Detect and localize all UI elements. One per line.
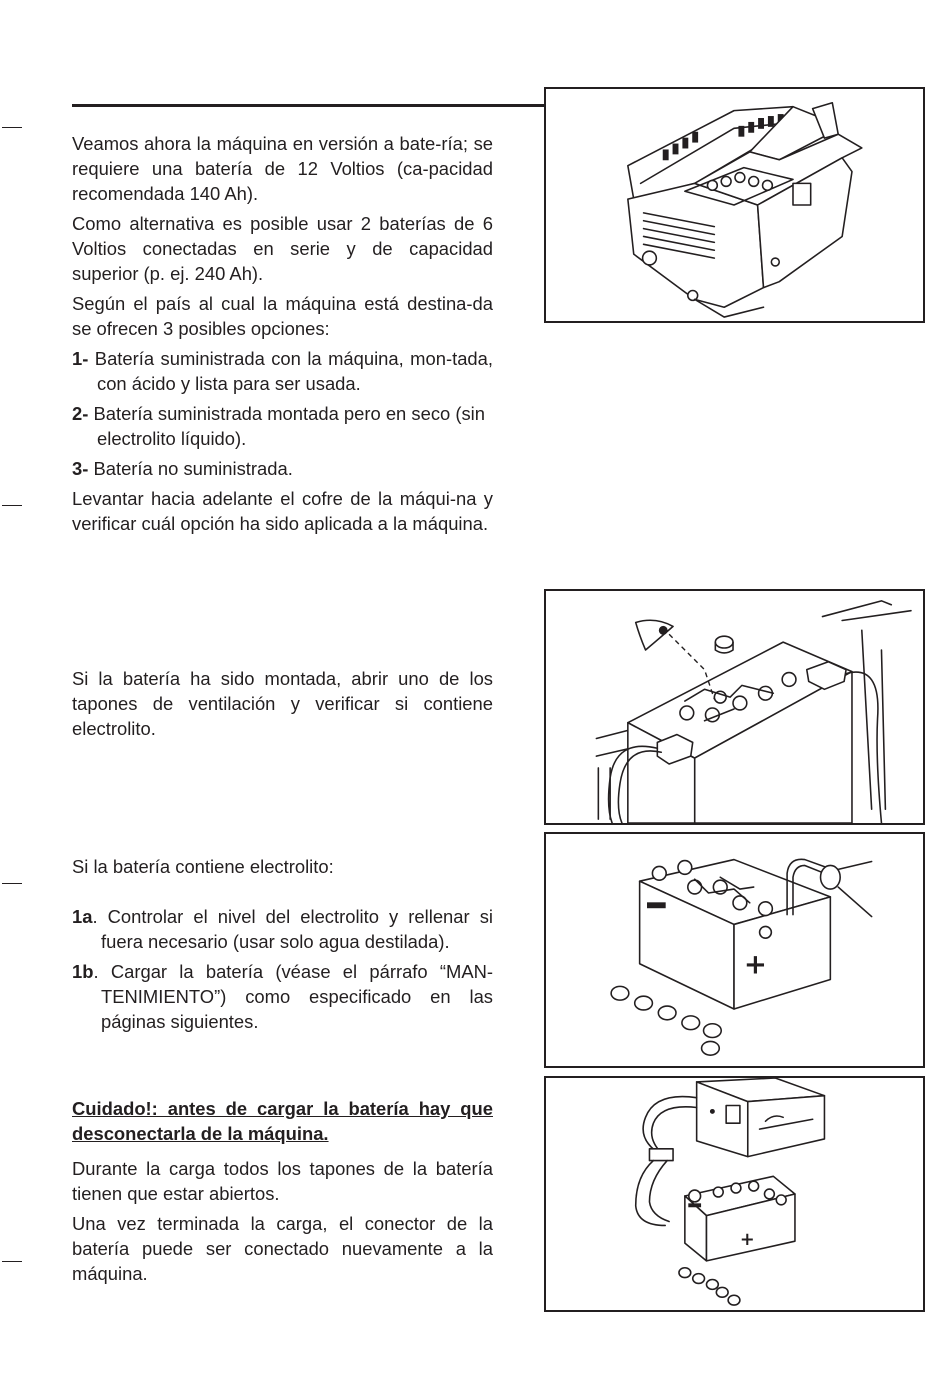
margin-mark bbox=[2, 1261, 22, 1262]
charger-figure bbox=[544, 1076, 925, 1312]
paragraph: Según el país al cual la máquina está destina-da se ofrecen 3 posibles opciones: bbox=[72, 293, 493, 339]
battery-caps-figure bbox=[544, 832, 925, 1068]
paragraph: Una vez terminada la carga, el conector de la batería puede ser conectado nuevamente a la máquina. bbox=[72, 1213, 493, 1284]
option-item: 3- Batería no suministrada. bbox=[72, 458, 293, 479]
plus-mark: + bbox=[739, 1230, 755, 1251]
section-rule bbox=[72, 104, 546, 107]
charging-text bbox=[72, 1096, 493, 1291]
battery-refill-illustration bbox=[546, 834, 923, 1066]
margin-mark bbox=[2, 883, 22, 884]
margin-mark bbox=[2, 505, 22, 506]
paragraph: Si la batería ha sido montada, abrir uno de los tapones de ventilación y verificar si contiene electrolito. bbox=[72, 668, 493, 739]
machine-illustration bbox=[546, 89, 923, 321]
paragraph: Como alternativa es posible usar 2 baterías de 6 Voltios conectadas en serie y de capacidad superior (p. ej. 240 Ah). bbox=[72, 213, 493, 284]
paragraph: Si la batería contiene electrolito: bbox=[72, 856, 334, 877]
margin-mark bbox=[2, 127, 22, 128]
vent-cap-text bbox=[72, 666, 493, 746]
machine-cover-figure bbox=[544, 87, 925, 323]
plus-mark: + bbox=[743, 948, 767, 981]
warning-text: Cuidado!: antes de cargar la batería hay que desconectarla de la máquina. bbox=[72, 1098, 493, 1144]
option-item: 1- Batería suministrada con la máquina, mon-tada, con ácido y lista para ser usada. bbox=[72, 348, 493, 394]
battery-version-text bbox=[72, 131, 493, 541]
paragraph: Levantar hacia adelante el cofre de la máqui-na y verificar cuál opción ha sido aplicada a la máquina. bbox=[72, 488, 493, 534]
option-item: 2- Batería suministrada montada pero en seco (sin electrolito líquido). bbox=[72, 403, 485, 449]
vent-cap-figure bbox=[544, 589, 925, 825]
battery-inspection-illustration bbox=[546, 591, 923, 823]
minus-mark bbox=[648, 903, 666, 908]
electrolyte-text bbox=[72, 854, 493, 1039]
paragraph: Veamos ahora la máquina en versión a bate-ría; se requiere una batería de 12 Voltios (ca-pacidad recomendada 140 Ah). bbox=[72, 133, 493, 204]
step-item: 1b. Cargar la batería (véase el párrafo “MAN-TENIMIENTO”) como especificado en las páginas siguientes. bbox=[72, 961, 493, 1032]
paragraph: Durante la carga todos los tapones de la batería tienen que estar abiertos. bbox=[72, 1158, 493, 1204]
step-item: 1a. Controlar el nivel del electrolito y rellenar si fuera necesario (usar solo agua destilada). bbox=[72, 906, 493, 952]
battery-charger-illustration bbox=[546, 1078, 923, 1310]
